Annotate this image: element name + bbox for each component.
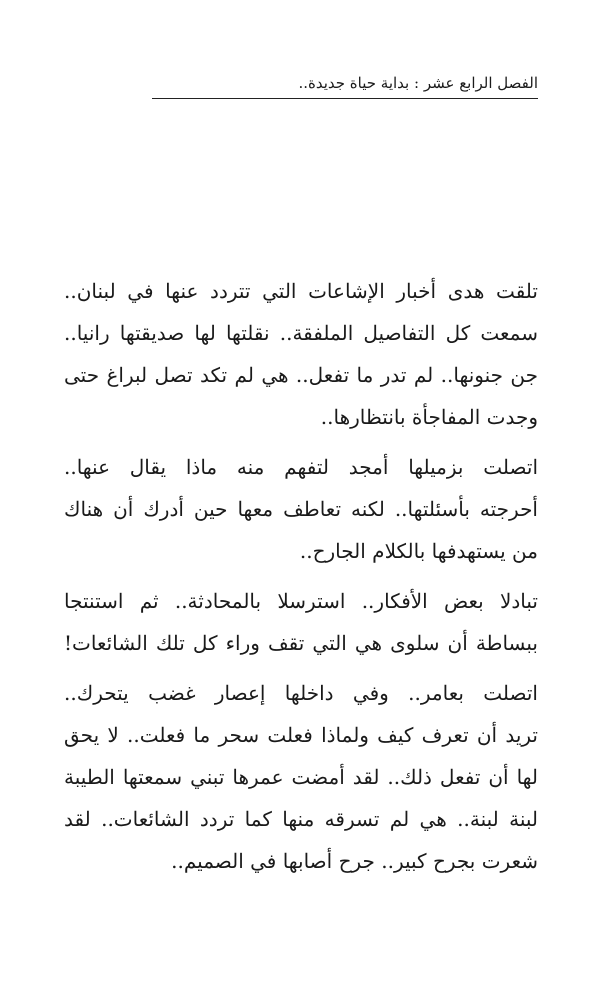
paragraph-1 xyxy=(64,270,538,438)
text-line: اتصلت بعامر.. وفي داخلها إعصار غضب يتحرك.. xyxy=(64,681,538,705)
text-line: لها أن تفعل ذلك.. لقد أمضت عمرها تبني سمعتها الطيبة xyxy=(64,765,538,789)
text-line: ببساطة أن سلوى هي التي تقف وراء كل تلك الشائعات! xyxy=(64,631,538,655)
header-divider xyxy=(152,98,538,99)
paragraph-2 xyxy=(64,446,538,572)
paragraph-4 xyxy=(64,672,538,882)
text-line: تلقت هدى أخبار الإشاعات التي تتردد عنها في لبنان.. xyxy=(64,279,538,303)
text-line: لبنة لبنة.. هي لم تسرقه منها كما تردد الشائعات.. لقد xyxy=(64,807,538,831)
text-line: اتصلت بزميلها أمجد لتفهم منه ماذا يقال عنها.. xyxy=(64,455,538,479)
paragraph-3 xyxy=(64,580,538,664)
chapter-body xyxy=(64,270,538,882)
text-line: أحرجته بأسئلتها.. لكنه تعاطف معها حين أدرك أن هناك xyxy=(64,497,538,521)
text-line: وجدت المفاجأة بانتظارها.. xyxy=(320,405,538,429)
text-line: جن جنونها.. لم تدر ما تفعل.. هي لم تكد تصل لبراغ حتى xyxy=(64,363,538,387)
text-line: من يستهدفها بالكلام الجارح.. xyxy=(299,539,538,563)
text-line: تريد أن تعرف كيف ولماذا فعلت سحر ما فعلت.. لا يحق xyxy=(64,723,538,747)
text-line: شعرت بجرح كبير.. جرح أصابها في الصميم.. xyxy=(171,849,538,873)
text-line: سمعت كل التفاصيل الملفقة.. نقلتها لها صديقتها رانيا.. xyxy=(64,321,538,345)
text-line: تبادلا بعض الأفكار.. استرسلا بالمحادثة.. ثم استنتجا xyxy=(64,589,538,613)
chapter-header: الفصل الرابع عشر : بداية حياة جديدة.. xyxy=(298,74,538,92)
